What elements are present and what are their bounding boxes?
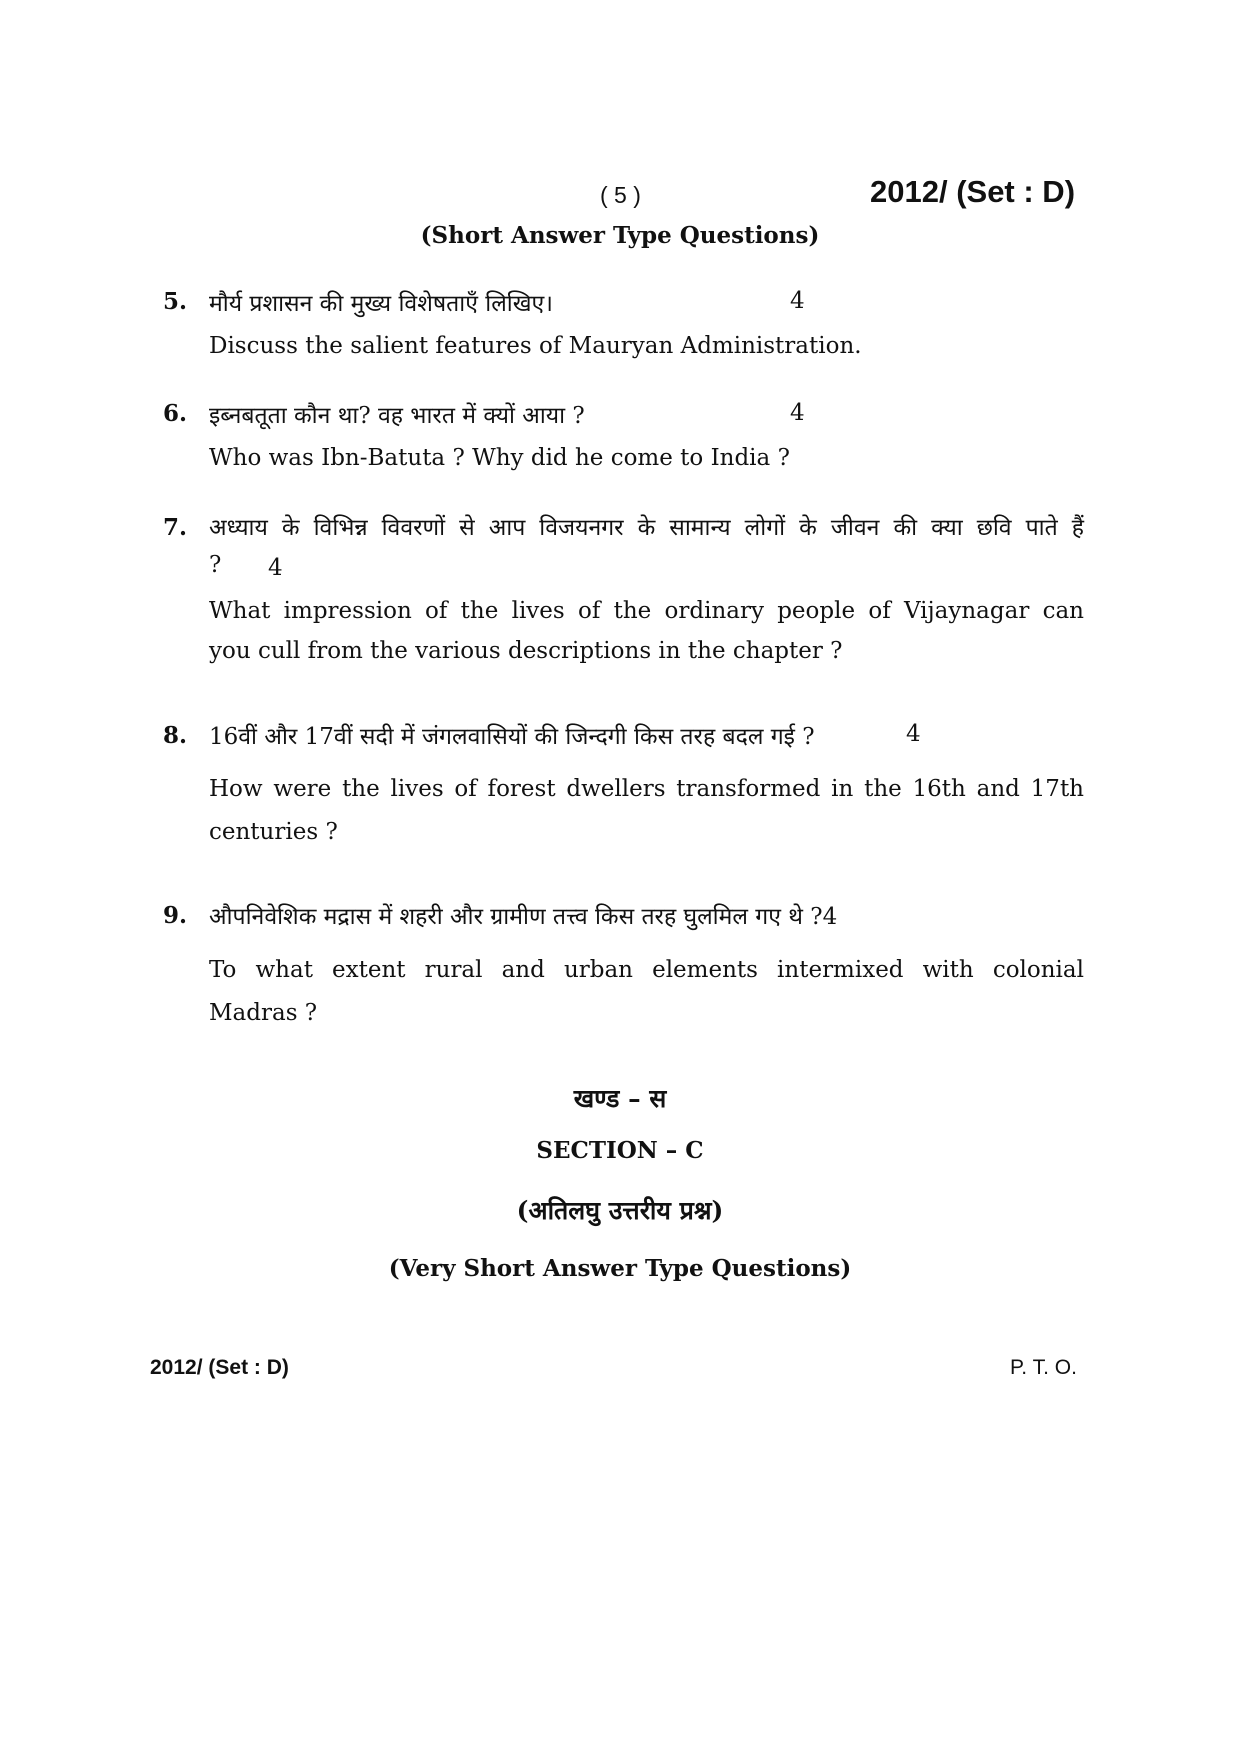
question-english-line1: How were the lives of forest dwellers transformed in the 16th and 17th (209, 776, 1084, 802)
question-english-line2: centuries ? (209, 819, 338, 845)
short-answer-heading: (Short Answer Type Questions) (420, 222, 820, 249)
section-hindi-subtitle: (अतिलघु उत्तरीय प्रश्न) (516, 1196, 724, 1225)
question-english: Who was Ibn-Batuta ? Why did he come to India ? (209, 445, 790, 471)
paper-id-footer: 2012/ (Set : D) (150, 1356, 289, 1379)
question-english-line2: you cull from the various descriptions in the chapter ? (209, 638, 843, 664)
question-hindi: इब्नबतूता कौन था? वह भारत में क्यों आया ? (209, 403, 585, 429)
question-hindi: मौर्य प्रशासन की मुख्य विशेषताएँ लिखिए। (209, 291, 553, 317)
section-english-subtitle: (Very Short Answer Type Questions) (388, 1255, 852, 1282)
question-english-line1: To what extent rural and urban elements intermixed with colonial (209, 957, 1084, 983)
question-marks: 4 (790, 400, 805, 426)
paper-id-header: 2012/ (Set : D) (870, 174, 1076, 209)
question-marks: 4 (268, 555, 283, 581)
question-number: 5. (163, 288, 188, 315)
question-english: Discuss the salient features of Mauryan Administration. (209, 333, 862, 359)
question-number: 7. (163, 514, 188, 541)
question-marks: 4 (790, 288, 805, 314)
question-number: 6. (163, 400, 188, 427)
question-number: 9. (163, 902, 188, 929)
question-marks: 4 (906, 721, 921, 747)
section-hindi-title: खण्ड – स (573, 1084, 667, 1113)
question-hindi: अध्याय के विभिन्न विवरणों से आप विजयनगर के सामान्य लोगों के जीवन की क्या छवि पाते हैं (209, 515, 1084, 541)
pto-label: P. T. O. (1010, 1356, 1077, 1379)
section-english-title: SECTION – C (536, 1137, 704, 1164)
question-hindi-cont: ? (209, 552, 222, 578)
question-hindi: औपनिवेशिक मद्रास में शहरी और ग्रामीण तत्त्व किस तरह घुलमिल गए थे ?4 (209, 904, 838, 930)
question-number: 8. (163, 722, 188, 749)
page-number: ( 5 ) (600, 182, 641, 208)
question-hindi: 16वीं और 17वीं सदी में जंगलवासियों की जिन्दगी किस तरह बदल गई ? (209, 724, 815, 750)
question-english-line1: What impression of the lives of the ordinary people of Vijaynagar can (209, 598, 1084, 624)
question-english-line2: Madras ? (209, 1000, 318, 1026)
